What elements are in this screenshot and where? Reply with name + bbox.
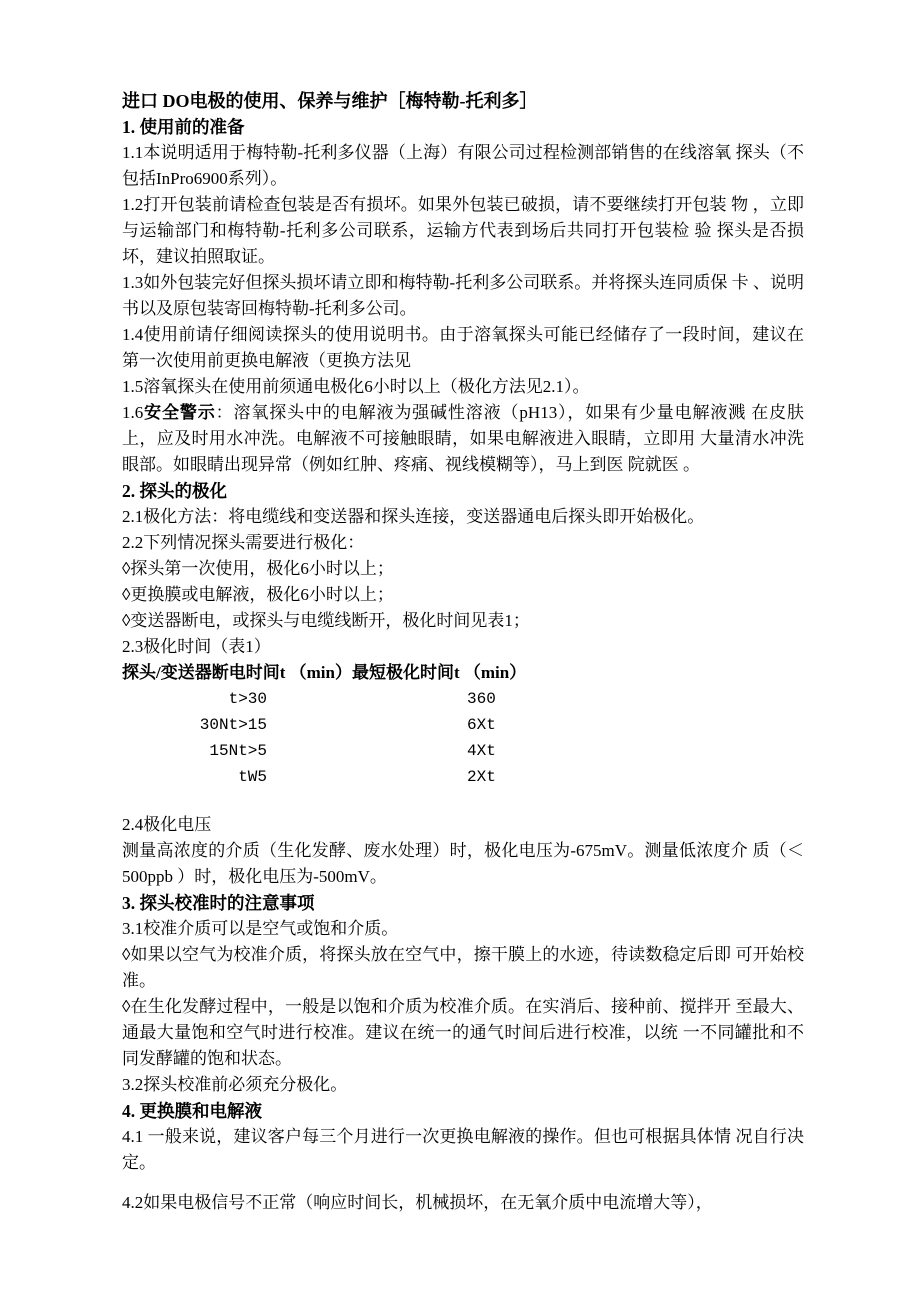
table-cell-outage-time: 15Nt>5 xyxy=(209,742,267,760)
table-1-header: 探头/变送器断电时间t （min）最短极化时间t （min） xyxy=(122,663,527,682)
warning-body: ：溶氧探头中的电解液为强碱性溶液（pH13），如果有少量电解液溅 在皮肤上，应及时用水冲洗。电解液不可接触眼睛，如果电解液进入眼睛，立即用 大量清水冲洗眼部。如眼睛出现异常（例如红肿、疼痛、视线模糊等），马上到医 院就医 。 xyxy=(122,403,804,474)
bullet-calibration-2: ◊在生化发酵过程中，一般是以饱和介质为校准介质。在实消后、接种前、搅拌开 至最大、通最大量饱和空气时进行校准。建议在统一的通气时间后进行校准，以统 一不同罐批和不同发酵罐的饱和状态。 xyxy=(122,997,804,1068)
document-title: 进口 DO电极的使用、保养与维护［梅特勒-托利多］ xyxy=(122,91,538,111)
para-1-1: 1.1本说明适用于梅特勒-托利多仪器（上海）有限公司过程检测部销售的在线溶氧 探头（不包括InPro6900系列）。 xyxy=(122,143,804,188)
warning-label: 安全警示 xyxy=(143,403,216,422)
para-1-5: 1.5溶氧探头在使用前须通电极化6小时以上（极化方法见2.1）。 xyxy=(122,377,590,396)
table-cell-polarization-time: 4Xt xyxy=(467,742,496,760)
bullet-calibration-1: ◊如果以空气为校准介质，将探头放在空气中，擦干膜上的水迹，待读数稳定后即 可开始校准。 xyxy=(122,945,804,990)
para-2-2: 2.2下列情况探头需要进行极化： xyxy=(122,533,365,552)
section-heading-membrane: 4. 更换膜和电解液 xyxy=(122,1101,262,1121)
para-3-1: 3.1校准介质可以是空气或饱和介质。 xyxy=(122,919,399,938)
table-row xyxy=(122,738,804,764)
bullet-polarization-1: ◊探头第一次使用，极化6小时以上； xyxy=(122,559,394,578)
bullet-polarization-2: ◊更换膜或电解液，极化6小时以上； xyxy=(122,585,394,604)
para-2-3: 2.3极化时间（表1） xyxy=(122,637,271,656)
bullet-polarization-3: ◊变送器断电，或探头与电缆线断开，极化时间见表1； xyxy=(122,611,530,630)
para-2-4: 2.4极化电压 xyxy=(122,815,212,834)
section-heading-preparation: 1. 使用前的准备 xyxy=(122,117,245,137)
para-2-4-body: 测量高浓度的介质（生化发酵、废水处理）时，极化电压为-675mV。测量低浓度介 质（＜500ppb ）时，极化电压为-500mV。 xyxy=(122,841,804,886)
para-1-2: 1.2打开包装前请检查包装是否有损坏。如果外包装已破损，请不要继续打开包装 物 ，立即与运输部门和梅特勒-托利多公司联系，运输方代表到场后共同打开包装检 验 探头是否损坏，建议拍照取证。 xyxy=(122,195,804,266)
table-cell-polarization-time: 6Xt xyxy=(467,716,496,734)
table-row xyxy=(122,686,804,712)
warning-number: 1.6 xyxy=(122,403,144,422)
table-cell-outage-time: t>30 xyxy=(228,690,267,708)
para-1-4: 1.4使用前请仔细阅读探头的使用说明书。由于溶氧探头可能已经储存了一段时间，建议在第一次使用前更换电解液（更换方法见 xyxy=(122,325,804,370)
table-cell-polarization-time: 360 xyxy=(467,690,496,708)
para-4-2: 4.2如果电极信号不正常（响应时间长，机械损坏，在无氧介质中电流增大等）， xyxy=(122,1193,713,1212)
table-cell-outage-time: 30Nt>15 xyxy=(199,716,267,734)
para-4-1: 4.1 一般来说，建议客户每三个月进行一次更换电解液的操作。但也可根据具体情 况自行决定。 xyxy=(122,1127,804,1172)
table-row xyxy=(122,764,804,790)
para-2-1: 2.1极化方法：将电缆线和变送器和探头连接，变送器通电后探头即开始极化。 xyxy=(122,507,705,526)
para-1-6-safety-warning xyxy=(122,400,804,478)
table-cell-polarization-time: 2Xt xyxy=(467,768,496,786)
para-1-3: 1.3如外包装完好但探头损坏请立即和梅特勒-托利多公司联系。并将探头连同质保 卡 、说明书以及原包装寄回梅特勒-托利多公司。 xyxy=(122,273,804,318)
section-heading-polarization: 2. 探头的极化 xyxy=(122,481,227,501)
table-row xyxy=(122,712,804,738)
para-3-2: 3.2探头校准前必须充分极化。 xyxy=(122,1075,348,1094)
table-cell-outage-time: tW5 xyxy=(238,768,267,786)
section-heading-calibration: 3. 探头校准时的注意事项 xyxy=(122,893,315,913)
